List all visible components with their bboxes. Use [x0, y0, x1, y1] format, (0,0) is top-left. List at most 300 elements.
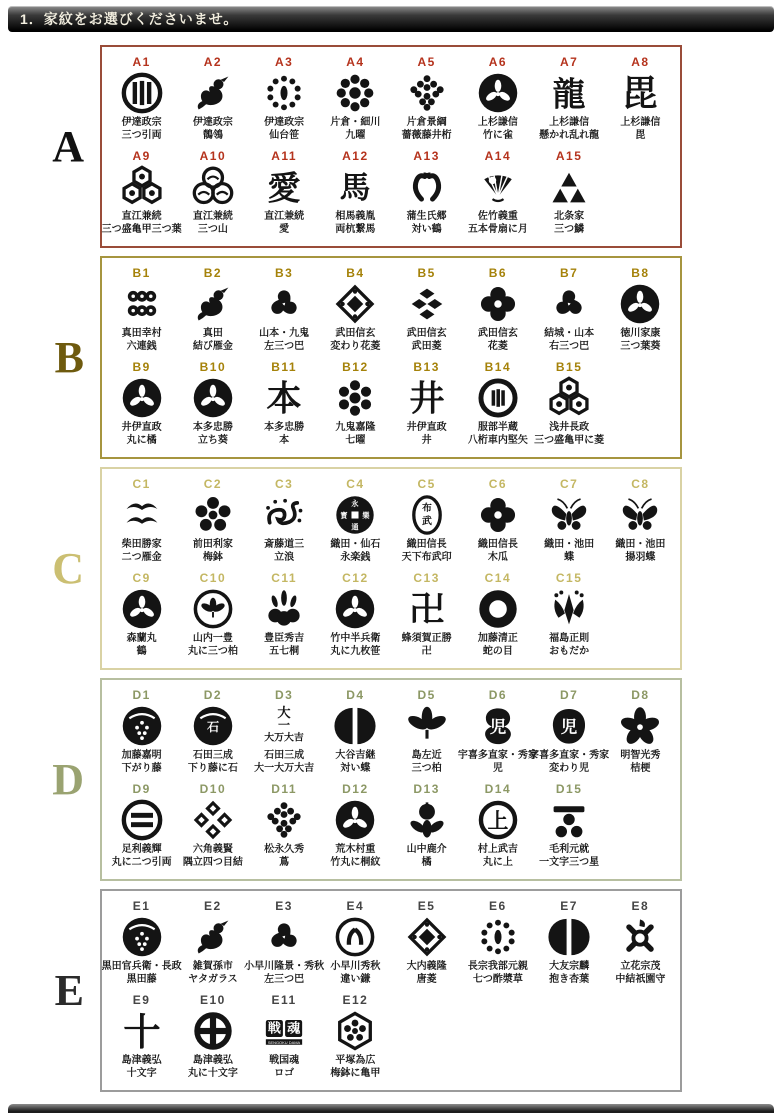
crest-item-A6[interactable]	[462, 55, 533, 142]
diamond-ornate-icon	[333, 281, 377, 327]
crest-id: A12	[342, 149, 369, 163]
tomoe-right-icon	[547, 281, 591, 327]
section-C-letter: C	[52, 543, 84, 593]
crest-name: 木瓜	[487, 552, 508, 563]
bird-icon	[191, 914, 235, 960]
crest-name: 抱き杏葉	[549, 974, 590, 985]
ring-icon	[476, 586, 520, 632]
crest-id: D9	[132, 782, 151, 796]
crest-section-list	[0, 45, 782, 1092]
crest-name: 変わり児	[549, 763, 590, 774]
kiri-icon	[262, 586, 306, 632]
crest-id: D1	[132, 688, 151, 702]
crest-item-A15[interactable]	[534, 149, 605, 236]
crest-name: 三つ山	[197, 224, 228, 235]
crest-id: B6	[488, 266, 508, 280]
crest-id: D11	[271, 782, 298, 796]
crest-item-D6[interactable]	[457, 688, 538, 775]
crest-person: 石田三成	[264, 750, 305, 761]
crest-item-D15[interactable]	[534, 782, 605, 869]
crest-person: 蒲生氏郷	[406, 211, 447, 222]
crest-item-A7[interactable]	[534, 55, 605, 142]
crest-person: 上杉謙信	[620, 117, 661, 128]
crest-person: 上杉謙信	[549, 117, 590, 128]
svg-text:大: 大	[277, 705, 291, 721]
crest-item-A12[interactable]	[320, 149, 391, 236]
crest-name: 三つ柏	[411, 763, 442, 774]
crest-name: 大一大万大吉	[254, 763, 315, 774]
crest-name: 蔦	[279, 857, 290, 868]
crest-name: 永楽銭	[340, 552, 371, 563]
crest-item-A13[interactable]	[391, 149, 462, 236]
section-B	[0, 256, 782, 459]
crest-person: 伊達政宗	[121, 117, 162, 128]
crest-item-B1[interactable]	[106, 266, 177, 353]
crest-name: 両杭繋馬	[335, 224, 376, 235]
mounds-icon	[191, 164, 235, 210]
crest-item-C12[interactable]	[320, 571, 391, 658]
crest-person: 立花宗茂	[620, 961, 661, 972]
crest-person: 片倉景綱	[406, 117, 447, 128]
crest-item-A2[interactable]	[177, 55, 248, 142]
section-B-panel	[100, 256, 682, 459]
triangles-icon	[547, 164, 591, 210]
crest-person: 毛利元就	[549, 844, 590, 855]
crest-name: 六連銭	[126, 341, 157, 352]
crest-id: A3	[274, 55, 294, 69]
crest-id: E12	[342, 993, 369, 1007]
crest-name: 竹に雀	[482, 130, 513, 141]
crest-name: 七つ酢漿草	[472, 974, 523, 985]
crest-person: 竹中半兵衛	[330, 633, 381, 644]
crest-item-B2[interactable]	[177, 266, 248, 353]
crest-id: B12	[342, 360, 369, 374]
crest-person: 服部半蔵	[477, 422, 518, 433]
crest-id: A1	[132, 55, 151, 69]
butterfly-icon	[547, 492, 591, 538]
char-icon	[405, 375, 449, 421]
crest-name: 変わり花菱	[330, 341, 381, 352]
crest-id: E6	[489, 899, 507, 913]
crest-name: 立ち葵	[197, 435, 228, 446]
crest-item-B7[interactable]	[534, 266, 605, 353]
crest-person: 上杉謙信	[477, 117, 518, 128]
crest-person: 北条家	[554, 211, 585, 222]
crest-name: 薔薇藤井桁	[401, 130, 452, 141]
crest-name: 三つ引両	[121, 130, 162, 141]
crest-id: C5	[417, 477, 436, 491]
split-disc-icon	[547, 914, 591, 960]
crest-id: B11	[271, 360, 298, 374]
crest-id: B7	[559, 266, 579, 280]
cluster-icon	[405, 70, 449, 116]
crest-name: 一文字三つ星	[539, 857, 600, 868]
bird-icon	[191, 70, 235, 116]
char-icon	[262, 375, 306, 421]
crest-name: 梅鉢に亀甲	[330, 1068, 381, 1079]
crest-person: 真田幸村	[121, 328, 162, 339]
disc-emblem-icon	[618, 281, 662, 327]
svg-text:SENGOKU DAMA: SENGOKU DAMA	[267, 1039, 301, 1045]
flower-5-icon	[618, 703, 662, 749]
crest-id: E8	[631, 899, 650, 913]
crest-item-C6[interactable]	[462, 477, 533, 564]
crest-person: 松永久秀	[264, 844, 305, 855]
crest-id: A4	[346, 55, 365, 69]
crest-item-B10[interactable]	[177, 360, 248, 447]
stack-chars-icon	[262, 703, 306, 749]
crest-person: 雑賀孫市	[192, 961, 233, 972]
crest-id: C6	[488, 477, 508, 491]
disc-emblem-icon	[476, 70, 520, 116]
crest-person: 織田信長	[406, 539, 447, 550]
crest-id: D5	[417, 688, 436, 702]
crest-id: E7	[560, 899, 578, 913]
crest-item-B12[interactable]	[320, 360, 391, 447]
crest-person: 前田利家	[192, 539, 233, 550]
crest-id: E2	[204, 899, 222, 913]
crest-name: 梅鉢	[202, 552, 223, 563]
section-E-letter: E	[54, 965, 84, 1015]
crest-person: 井伊直政	[121, 422, 162, 433]
crest-name: 立浪	[274, 552, 295, 563]
crest-name: 丸に十文字	[187, 1068, 238, 1079]
crest-item-C3[interactable]	[249, 477, 320, 564]
crest-id: B13	[413, 360, 440, 374]
crest-item-B13[interactable]	[391, 360, 462, 447]
split-disc-icon	[333, 703, 377, 749]
tachibana-icon	[405, 797, 449, 843]
svg-text:一: 一	[278, 717, 291, 732]
disc-emblem-icon	[333, 797, 377, 843]
crest-person: 武田信玄	[477, 328, 518, 339]
crest-id: C13	[413, 571, 440, 585]
crest-item-D13[interactable]	[391, 782, 462, 869]
crest-id: D3	[274, 688, 294, 702]
crest-id: A15	[555, 149, 583, 163]
crest-item-D9[interactable]	[106, 782, 177, 869]
crest-person: 真田	[202, 328, 223, 339]
crest-id: B8	[631, 266, 650, 280]
crest-item-D14[interactable]	[462, 782, 533, 869]
crest-item-C13[interactable]	[391, 571, 462, 658]
crest-item-D2[interactable]	[177, 688, 248, 775]
crest-item-C8[interactable]	[605, 477, 676, 564]
crest-item-D4[interactable]	[320, 688, 391, 775]
crest-name: 二つ雁金	[121, 552, 162, 563]
crest-name: 七曜	[345, 435, 366, 446]
crest-item-B3[interactable]	[249, 266, 320, 353]
crest-item-D10[interactable]	[177, 782, 248, 869]
crest-person: 片倉・細川	[330, 117, 381, 128]
crest-name: 鶺鴒	[202, 130, 223, 141]
crest-name: 児	[492, 763, 503, 774]
coins-6-icon	[120, 281, 164, 327]
crest-person: 蜂須賀正勝	[401, 633, 452, 644]
crest-id: C8	[631, 477, 650, 491]
crest-item-C4[interactable]	[320, 477, 391, 564]
crest-item-B9[interactable]	[106, 360, 177, 447]
ring-char-icon	[476, 797, 520, 843]
crest-item-C7[interactable]	[534, 477, 605, 564]
crest-name: 桔梗	[630, 763, 651, 774]
crest-person: 石田三成	[192, 750, 233, 761]
crest-item-E4[interactable]	[320, 899, 391, 986]
svg-text:本: 本	[266, 378, 302, 420]
crest-person: 明智光秀	[620, 750, 661, 761]
crest-person: 織田信長	[477, 539, 518, 550]
crest-id: A11	[271, 149, 298, 163]
crest-person: 佐竹義重	[477, 211, 518, 222]
crest-id: B2	[203, 266, 223, 280]
coin-icon	[333, 492, 377, 538]
crest-id: E3	[275, 899, 293, 913]
crest-id: C3	[274, 477, 294, 491]
svg-text:戦: 戦	[267, 1021, 282, 1037]
crest-name: 本	[279, 435, 290, 446]
hex-umebachi-icon	[333, 1008, 377, 1054]
crest-item-E5[interactable]	[391, 899, 462, 986]
crest-item-D12[interactable]	[320, 782, 391, 869]
crest-person: 宇喜多直家・秀家	[529, 750, 610, 761]
crest-item-A4[interactable]	[320, 55, 391, 142]
blob-char-icon	[476, 703, 520, 749]
crest-name: 花菱	[487, 341, 508, 352]
ring-emblem-icon	[476, 375, 520, 421]
cranes-icon	[405, 164, 449, 210]
crest-item-C1[interactable]	[106, 477, 177, 564]
crest-name: 三つ盛亀甲に菱	[534, 435, 605, 446]
ring-leaf-icon	[191, 586, 235, 632]
crest-name: 井	[421, 435, 432, 446]
crest-item-E1[interactable]	[101, 899, 182, 986]
crest-item-E3[interactable]	[244, 899, 325, 986]
crest-id: C4	[346, 477, 365, 491]
crest-person: 本多忠勝	[264, 422, 305, 433]
crest-item-A14[interactable]	[462, 149, 533, 236]
crest-person: 六角義賢	[192, 844, 233, 855]
crest-name: 五本骨扇に月	[467, 224, 528, 235]
crest-person: 織田・池田	[615, 539, 666, 550]
disc-emblem-icon	[191, 375, 235, 421]
geese-2-icon	[120, 492, 164, 538]
crest-item-E7[interactable]	[534, 899, 605, 986]
leaf-3-icon	[405, 703, 449, 749]
crest-item-B5[interactable]	[391, 266, 462, 353]
svg-text:愛: 愛	[267, 168, 301, 208]
section-E-panel	[100, 889, 682, 1092]
crest-item-C2[interactable]	[177, 477, 248, 564]
crest-item-C11[interactable]	[249, 571, 320, 658]
crest-item-C5[interactable]	[391, 477, 462, 564]
crest-item-B8[interactable]	[605, 266, 676, 353]
crest-id: B3	[274, 266, 294, 280]
wave-icon	[262, 492, 306, 538]
ring-cross-icon	[191, 1008, 235, 1054]
seal-icon	[405, 492, 449, 538]
crest-item-A9[interactable]	[101, 149, 182, 236]
section-A-letter: A	[52, 121, 84, 171]
crest-item-E8[interactable]	[605, 899, 676, 986]
crest-item-C10[interactable]	[177, 571, 248, 658]
crest-id: C2	[203, 477, 223, 491]
crest-name: 五七桐	[269, 646, 300, 657]
fan-icon	[476, 164, 520, 210]
crest-id: A6	[488, 55, 508, 69]
crest-item-E11[interactable]	[249, 993, 320, 1080]
crest-name: 丸に二つ引両	[111, 857, 172, 868]
crest-item-E2[interactable]	[177, 899, 248, 986]
crest-item-B6[interactable]	[462, 266, 533, 353]
svg-text:魂: 魂	[287, 1021, 301, 1037]
crest-id: B9	[132, 360, 151, 374]
section-C-panel	[100, 467, 682, 670]
crest-name: 天下布武印	[401, 552, 452, 563]
crest-id: A5	[417, 55, 436, 69]
crest-person: 伊達政宗	[264, 117, 305, 128]
fuji-icon	[120, 703, 164, 749]
section-B-letter: B	[54, 332, 84, 382]
crest-person: 長宗我部元親	[467, 961, 528, 972]
crest-item-D3[interactable]	[249, 688, 320, 775]
crest-name: 蝶	[564, 552, 575, 563]
crest-item-A1[interactable]	[106, 55, 177, 142]
crest-person: 足利義輝	[121, 844, 162, 855]
crest-name: 右三つ巴	[549, 341, 590, 352]
crest-person: 宇喜多直家・秀家	[457, 750, 538, 761]
crest-name: 九曜	[345, 130, 366, 141]
ring-sickles-icon	[333, 914, 377, 960]
crest-name: 竹丸に桐紋	[330, 857, 381, 868]
crest-item-B15[interactable]	[534, 360, 605, 447]
svg-text:上: 上	[487, 808, 509, 834]
logo-icon	[262, 1008, 306, 1054]
crest-id: C9	[132, 571, 151, 585]
crest-item-D7[interactable]	[529, 688, 610, 775]
crest-item-D11[interactable]	[249, 782, 320, 869]
crest-item-A8[interactable]	[605, 55, 676, 142]
crest-id: D4	[346, 688, 365, 702]
crest-person: 小早川隆景・秀秋	[244, 961, 325, 972]
svg-text:龍: 龍	[552, 74, 586, 114]
crest-person: 井伊直政	[406, 422, 447, 433]
crest-id: D2	[203, 688, 223, 702]
crest-id: E9	[132, 993, 151, 1007]
crest-person: 徳川家康	[620, 328, 661, 339]
crest-item-D1[interactable]	[106, 688, 177, 775]
crest-person: 小早川秀秋	[330, 961, 381, 972]
section-A-panel	[100, 45, 682, 248]
crest-name: 三つ盛亀甲三つ葉	[101, 224, 182, 235]
crest-id: E1	[132, 899, 151, 913]
crest-item-B11[interactable]	[249, 360, 320, 447]
crest-id: C7	[559, 477, 579, 491]
tomoe-left-icon	[262, 914, 306, 960]
crest-person: 武田信玄	[406, 328, 447, 339]
crest-person: 島津義弘	[121, 1055, 162, 1066]
crest-id: D14	[484, 782, 512, 796]
wreath-icon	[262, 70, 306, 116]
bar-dots-icon	[547, 797, 591, 843]
crest-item-B14[interactable]	[462, 360, 533, 447]
crest-id: D15	[555, 782, 583, 796]
crest-item-D5[interactable]	[391, 688, 462, 775]
crest-id: D10	[199, 782, 227, 796]
disc-bars-h-icon	[120, 797, 164, 843]
crest-item-C9[interactable]	[106, 571, 177, 658]
crest-item-A11[interactable]	[249, 149, 320, 236]
crest-id: B14	[484, 360, 512, 374]
crest-person: 島津義弘	[192, 1055, 233, 1066]
crest-person: 加藤清正	[477, 633, 518, 644]
crest-name: 黒田藤	[126, 974, 157, 985]
crest-id: B5	[417, 266, 436, 280]
step-header	[8, 6, 774, 32]
crest-person: 相馬義胤	[335, 211, 376, 222]
char-icon	[618, 70, 662, 116]
crest-name: 橘	[421, 857, 432, 868]
crest-id: D8	[631, 688, 650, 702]
crest-name: 左三つ巴	[264, 341, 305, 352]
crest-id: C11	[271, 571, 298, 585]
diamond-ornate-icon	[405, 914, 449, 960]
crest-name: ヤタガラス	[188, 974, 238, 985]
crest-name: 揚羽蝶	[625, 552, 656, 563]
crest-name: 結び雁金	[192, 341, 233, 352]
crest-item-E10[interactable]	[177, 993, 248, 1080]
svg-text:卍: 卍	[409, 589, 445, 631]
crest-person: 織田・仙石	[330, 539, 381, 550]
crest-item-A5[interactable]	[391, 55, 462, 142]
svg-text:通: 通	[351, 522, 359, 532]
crest-name: 丸に橘	[126, 435, 157, 446]
char-icon	[262, 164, 306, 210]
crest-item-A10[interactable]	[177, 149, 248, 236]
crest-id: E11	[271, 993, 297, 1007]
crest-name: 八桁車内堅矢	[467, 435, 528, 446]
crest-id: B4	[346, 266, 365, 280]
fuji-icon	[120, 914, 164, 960]
crest-person: 大友宗麟	[549, 961, 590, 972]
crest-item-E9[interactable]	[106, 993, 177, 1080]
crest-name: 対い蝶	[340, 763, 371, 774]
crest-name: 卍	[421, 646, 432, 657]
crest-id: A8	[631, 55, 650, 69]
char-icon	[333, 164, 377, 210]
svg-text:馬: 馬	[339, 170, 371, 207]
crest-item-E12[interactable]	[320, 993, 391, 1080]
crest-name: 蛇の目	[482, 646, 513, 657]
crest-person: 大谷吉継	[335, 750, 376, 761]
crest-item-D8[interactable]	[605, 688, 676, 775]
crest-item-C14[interactable]	[462, 571, 533, 658]
crest-id: E4	[346, 899, 365, 913]
crest-item-C15[interactable]	[534, 571, 605, 658]
svg-text:毘: 毘	[622, 73, 658, 115]
svg-text:児: 児	[489, 717, 507, 737]
tomoe-left-icon	[262, 281, 306, 327]
crest-item-E6[interactable]	[462, 899, 533, 986]
crest-person: 山本・九鬼	[259, 328, 310, 339]
dots-7-icon	[333, 375, 377, 421]
crest-id: C14	[484, 571, 512, 585]
crest-item-A3[interactable]	[249, 55, 320, 142]
crest-item-B4[interactable]	[320, 266, 391, 353]
disc-emblem-icon	[120, 375, 164, 421]
svg-text:石: 石	[206, 720, 219, 735]
crest-person: 山内一豊	[192, 633, 233, 644]
flower-4-icon	[476, 492, 520, 538]
